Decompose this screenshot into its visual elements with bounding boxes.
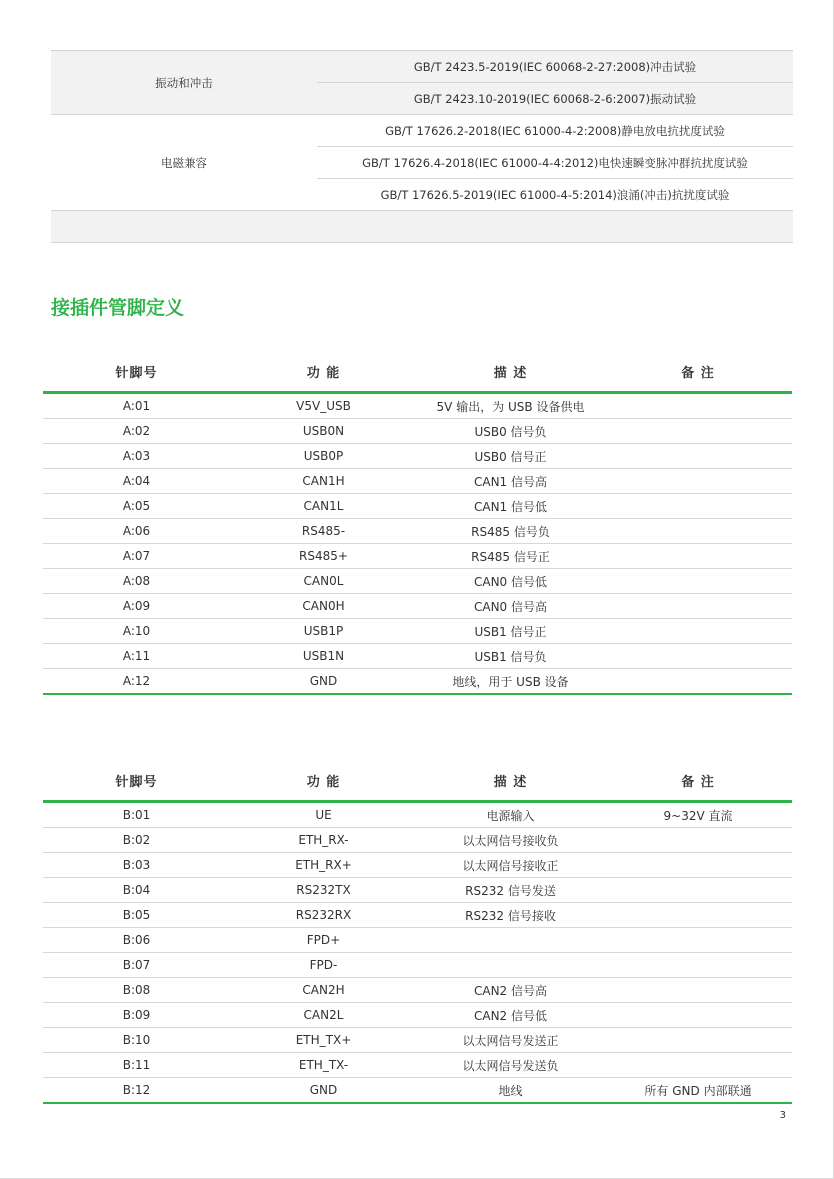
pin-number-cell: A:10 xyxy=(43,619,230,644)
function-cell: RS232TX xyxy=(230,878,417,903)
function-cell: CAN0L xyxy=(230,569,417,594)
table-row xyxy=(43,494,792,519)
pin-table-b xyxy=(43,760,792,1104)
remarks-cell xyxy=(604,903,792,928)
table-row xyxy=(43,1003,792,1028)
function-cell: RS485+ xyxy=(230,544,417,569)
description-cell: 以太网信号发送正 xyxy=(417,1028,604,1053)
description-cell: RS485 信号正 xyxy=(417,544,604,569)
function-cell: CAN1L xyxy=(230,494,417,519)
function-cell: USB1P xyxy=(230,619,417,644)
page-number: 3 xyxy=(779,1110,786,1121)
description-cell: 电源输入 xyxy=(486,808,535,823)
table-row xyxy=(43,1053,792,1078)
pin-table-a xyxy=(43,351,792,695)
description-cell: CAN2 信号低 xyxy=(417,1003,604,1028)
pin-number-cell: B:09 xyxy=(43,1003,230,1028)
function-cell: V5V_USB xyxy=(296,399,351,413)
pin-number-cell: B:04 xyxy=(43,878,230,903)
function-cell: USB0N xyxy=(230,419,417,444)
description-cell: RS485 信号负 xyxy=(417,519,604,544)
table-row xyxy=(43,853,792,878)
header-remarks: 备 注 xyxy=(604,351,792,393)
pin-rows xyxy=(43,802,792,1104)
function-cell: ETH_TX- xyxy=(230,1053,417,1078)
table-row xyxy=(43,903,792,928)
header-pin-number: 针脚号 xyxy=(43,351,230,393)
description-cell: CAN0 信号高 xyxy=(417,594,604,619)
remarks-cell xyxy=(604,953,792,978)
section-title: 接插件管脚定义 xyxy=(51,297,185,319)
pin-number-cell: A:09 xyxy=(43,594,230,619)
test-standards-table xyxy=(51,50,793,243)
pin-number-cell: B:02 xyxy=(43,828,230,853)
remarks-cell xyxy=(604,669,792,695)
standard-item: GB/T 17626.4-2018(IEC 61000-4-4:2012)电快速瞬变脉冲群抗扰度试验 xyxy=(317,147,793,179)
remarks-cell xyxy=(604,1053,792,1078)
pin-number-cell: B:11 xyxy=(43,1053,230,1078)
description-cell: USB1 信号负 xyxy=(417,644,604,669)
function-cell: UE xyxy=(315,808,332,822)
function-cell: RS485- xyxy=(230,519,417,544)
table-row xyxy=(43,619,792,644)
pin-number-cell: B:01 xyxy=(122,808,151,822)
remarks-cell xyxy=(604,393,792,419)
remarks-cell: 所有 GND 内部联通 xyxy=(604,1078,792,1104)
table-row xyxy=(51,115,793,147)
function-cell: FPD+ xyxy=(230,928,417,953)
table-row xyxy=(43,419,792,444)
remarks-cell xyxy=(604,594,792,619)
standard-category: 振动和冲击 xyxy=(51,51,317,115)
pin-number-cell: A:11 xyxy=(43,644,230,669)
header-remarks: 备 注 xyxy=(604,760,792,802)
empty-cell xyxy=(51,211,793,243)
description-cell: USB0 信号负 xyxy=(417,419,604,444)
function-cell: GND xyxy=(230,1078,417,1104)
table-row xyxy=(51,51,793,83)
table-row xyxy=(43,544,792,569)
pin-number-cell: B:10 xyxy=(43,1028,230,1053)
description-cell: RS232 信号接收 xyxy=(417,903,604,928)
description-cell: CAN1 信号低 xyxy=(417,494,604,519)
table-header-row xyxy=(43,351,792,393)
remarks-cell xyxy=(604,544,792,569)
table-row xyxy=(43,469,792,494)
description-cell: USB1 信号正 xyxy=(417,619,604,644)
function-cell: CAN2H xyxy=(230,978,417,1003)
pin-number-cell: A:07 xyxy=(43,544,230,569)
remarks-cell xyxy=(604,928,792,953)
function-cell: RS232RX xyxy=(230,903,417,928)
table-row xyxy=(43,828,792,853)
function-cell: FPD- xyxy=(230,953,417,978)
function-cell: CAN0H xyxy=(230,594,417,619)
remarks-cell xyxy=(604,644,792,669)
description-cell: 地线，用于 USB 设备 xyxy=(417,669,604,695)
remarks-cell xyxy=(604,569,792,594)
table-row xyxy=(43,594,792,619)
table-row xyxy=(43,393,792,419)
pin-number-cell: B:12 xyxy=(43,1078,230,1104)
description-cell: 地线 xyxy=(417,1078,604,1104)
table-row xyxy=(43,669,792,695)
table-row xyxy=(43,953,792,978)
standard-item: GB/T 2423.10-2019(IEC 60068-2-6:2007)振动试验 xyxy=(317,83,793,115)
description-cell: 以太网信号接收负 xyxy=(417,828,604,853)
remarks-cell xyxy=(604,828,792,853)
table-row xyxy=(43,878,792,903)
pin-number-cell: B:07 xyxy=(43,953,230,978)
pin-number-cell: B:08 xyxy=(43,978,230,1003)
function-cell: ETH_RX- xyxy=(230,828,417,853)
table-row xyxy=(43,1078,792,1104)
function-cell: ETH_TX+ xyxy=(230,1028,417,1053)
description-cell: CAN2 信号高 xyxy=(417,978,604,1003)
description-cell: 以太网信号发送负 xyxy=(417,1053,604,1078)
remarks-cell xyxy=(604,419,792,444)
remarks-cell xyxy=(604,619,792,644)
header-description: 描 述 xyxy=(417,760,604,802)
pin-number-cell: A:01 xyxy=(122,399,151,413)
description-cell: USB0 信号正 xyxy=(417,444,604,469)
description-cell: CAN1 信号高 xyxy=(417,469,604,494)
remarks-cell xyxy=(604,494,792,519)
function-cell: ETH_RX+ xyxy=(230,853,417,878)
pin-number-cell: A:06 xyxy=(43,519,230,544)
table-row xyxy=(43,644,792,669)
description-cell: 以太网信号接收正 xyxy=(417,853,604,878)
standard-category: 电磁兼容 xyxy=(51,115,317,211)
table-header-row xyxy=(43,760,792,802)
function-cell: USB0P xyxy=(230,444,417,469)
standard-item: GB/T 17626.5-2019(IEC 61000-4-5:2014)浪涌(冲击)抗扰度试验 xyxy=(317,179,793,211)
table-row xyxy=(43,928,792,953)
pin-number-cell: A:02 xyxy=(43,419,230,444)
remarks-cell xyxy=(604,1028,792,1053)
remarks-cell xyxy=(604,853,792,878)
description-cell: CAN0 信号低 xyxy=(417,569,604,594)
table-row xyxy=(43,1028,792,1053)
table-row xyxy=(43,444,792,469)
standard-item: GB/T 2423.5-2019(IEC 60068-2-27:2008)冲击试验 xyxy=(317,51,793,83)
function-cell: USB1N xyxy=(230,644,417,669)
function-cell: CAN1H xyxy=(230,469,417,494)
header-function: 功 能 xyxy=(230,760,417,802)
header-pin-number: 针脚号 xyxy=(43,760,230,802)
remarks-cell xyxy=(604,1003,792,1028)
standard-item: GB/T 17626.2-2018(IEC 61000-4-2:2008)静电放电抗扰度试验 xyxy=(317,115,793,147)
pin-number-cell: A:05 xyxy=(43,494,230,519)
table-row xyxy=(43,802,792,828)
pin-number-cell: B:06 xyxy=(43,928,230,953)
pin-number-cell: A:03 xyxy=(43,444,230,469)
pin-number-cell: A:12 xyxy=(43,669,230,695)
remarks-cell: 9~32V 直流 xyxy=(663,808,733,823)
pin-number-cell: B:05 xyxy=(43,903,230,928)
function-cell: GND xyxy=(230,669,417,695)
table-row-empty xyxy=(51,211,793,243)
table-row xyxy=(43,978,792,1003)
remarks-cell xyxy=(604,444,792,469)
pin-rows xyxy=(43,393,792,695)
description-cell xyxy=(417,928,604,953)
header-function: 功 能 xyxy=(230,351,417,393)
header-description: 描 述 xyxy=(417,351,604,393)
function-cell: CAN2L xyxy=(230,1003,417,1028)
description-cell xyxy=(417,953,604,978)
description-cell: 5V 输出，为 USB 设备供电 xyxy=(436,399,585,414)
remarks-cell xyxy=(604,519,792,544)
remarks-cell xyxy=(604,978,792,1003)
remarks-cell xyxy=(604,878,792,903)
pin-number-cell: B:03 xyxy=(43,853,230,878)
table-row xyxy=(43,519,792,544)
description-cell: RS232 信号发送 xyxy=(417,878,604,903)
pin-number-cell: A:08 xyxy=(43,569,230,594)
pin-number-cell: A:04 xyxy=(43,469,230,494)
remarks-cell xyxy=(604,469,792,494)
table-row xyxy=(43,569,792,594)
